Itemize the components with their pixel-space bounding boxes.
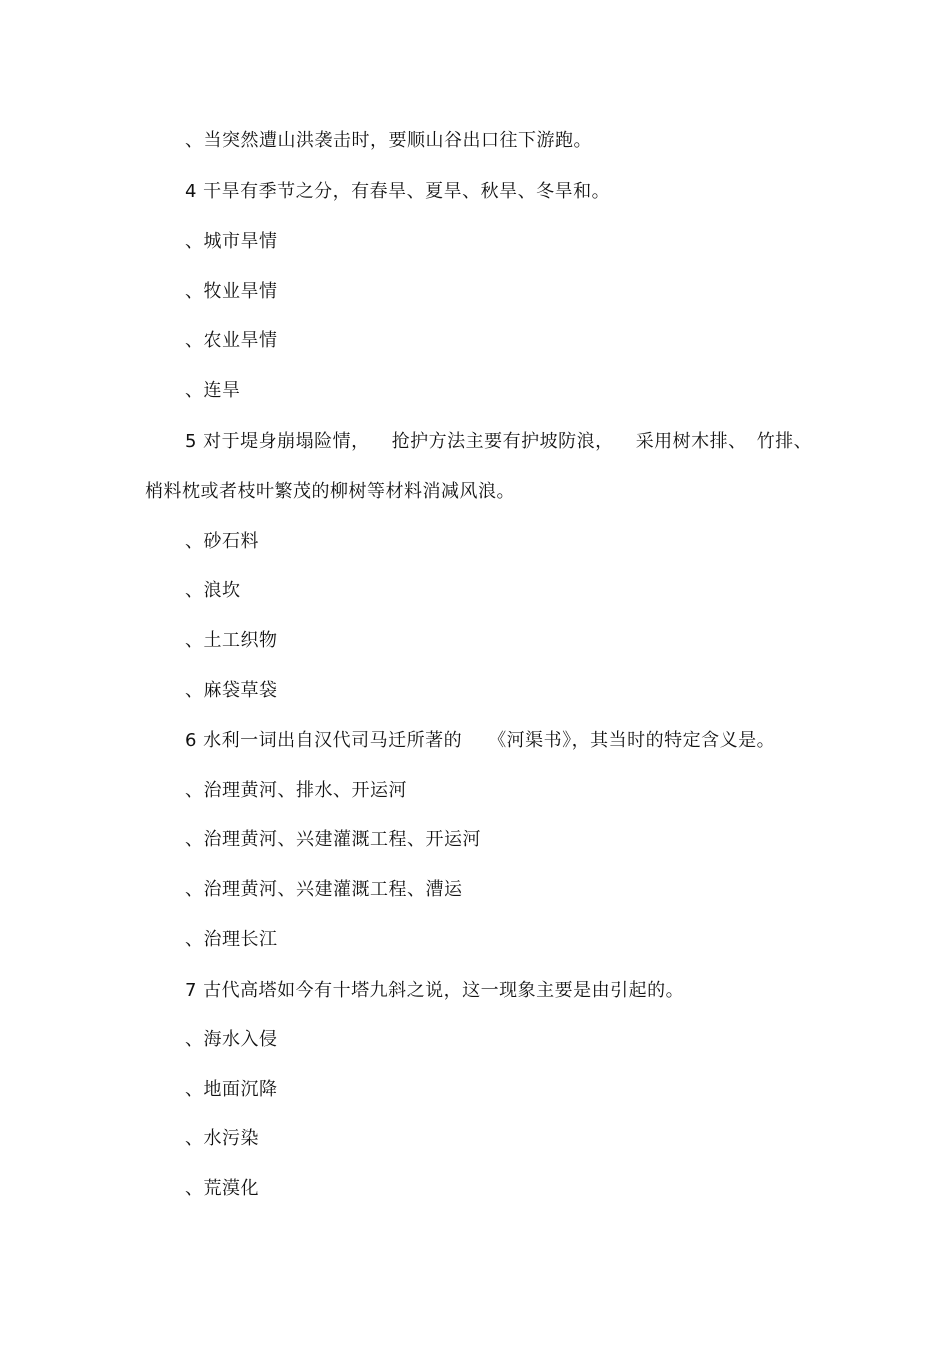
question-6-part: 6 水利一词出自汉代司马迁所著的: [185, 730, 463, 751]
option-line: 、土工织物: [185, 630, 278, 651]
answer-line: 、当突然遭山洪袭击时，要顺山谷出口往下游跑。: [185, 130, 592, 151]
question-5-part: 采用树木排、: [635, 431, 747, 452]
option-line: 、荒漠化: [185, 1178, 259, 1199]
option-line: 、砂石料: [185, 531, 259, 552]
question-7: 7 古代高塔如今有十塔九斜之说，这一现象主要是由引起的。: [185, 980, 685, 1001]
option-line: 、农业旱情: [185, 330, 278, 351]
question-5-part: 竹排、: [756, 431, 813, 452]
option-line: 、海水入侵: [185, 1029, 278, 1050]
option-line: 、治理长江: [185, 929, 278, 950]
option-line: 、牧业旱情: [185, 281, 278, 302]
option-line: 、连旱: [185, 380, 241, 401]
question-5-line-1: [185, 430, 812, 454]
option-line: 、治理黄河、排水、开运河: [185, 780, 407, 801]
option-line: 、治理黄河、兴建灌溉工程、漕运: [185, 879, 463, 900]
question-5-line-2: 梢料枕或者枝叶繁茂的柳树等材料消减风浪。: [145, 481, 515, 502]
option-line: 、地面沉降: [185, 1079, 278, 1100]
option-line: 、治理黄河、兴建灌溉工程、开运河: [185, 829, 481, 850]
option-line: 、城市旱情: [185, 231, 278, 252]
question-5-part: 抢护方法主要有护坡防浪，: [391, 431, 614, 452]
option-line: 、水污染: [185, 1128, 259, 1149]
question-6-part: 《河渠书》，其当时的特定含义是。: [488, 730, 776, 751]
question-4: 4 干旱有季节之分，有春旱、夏旱、秋旱、冬旱和。: [185, 181, 611, 202]
option-line: 、浪坎: [185, 580, 241, 601]
question-5-part: 5 对于堤身崩塌险情，: [185, 431, 370, 452]
question-6: [185, 729, 775, 753]
option-line: 、麻袋草袋: [185, 680, 278, 701]
